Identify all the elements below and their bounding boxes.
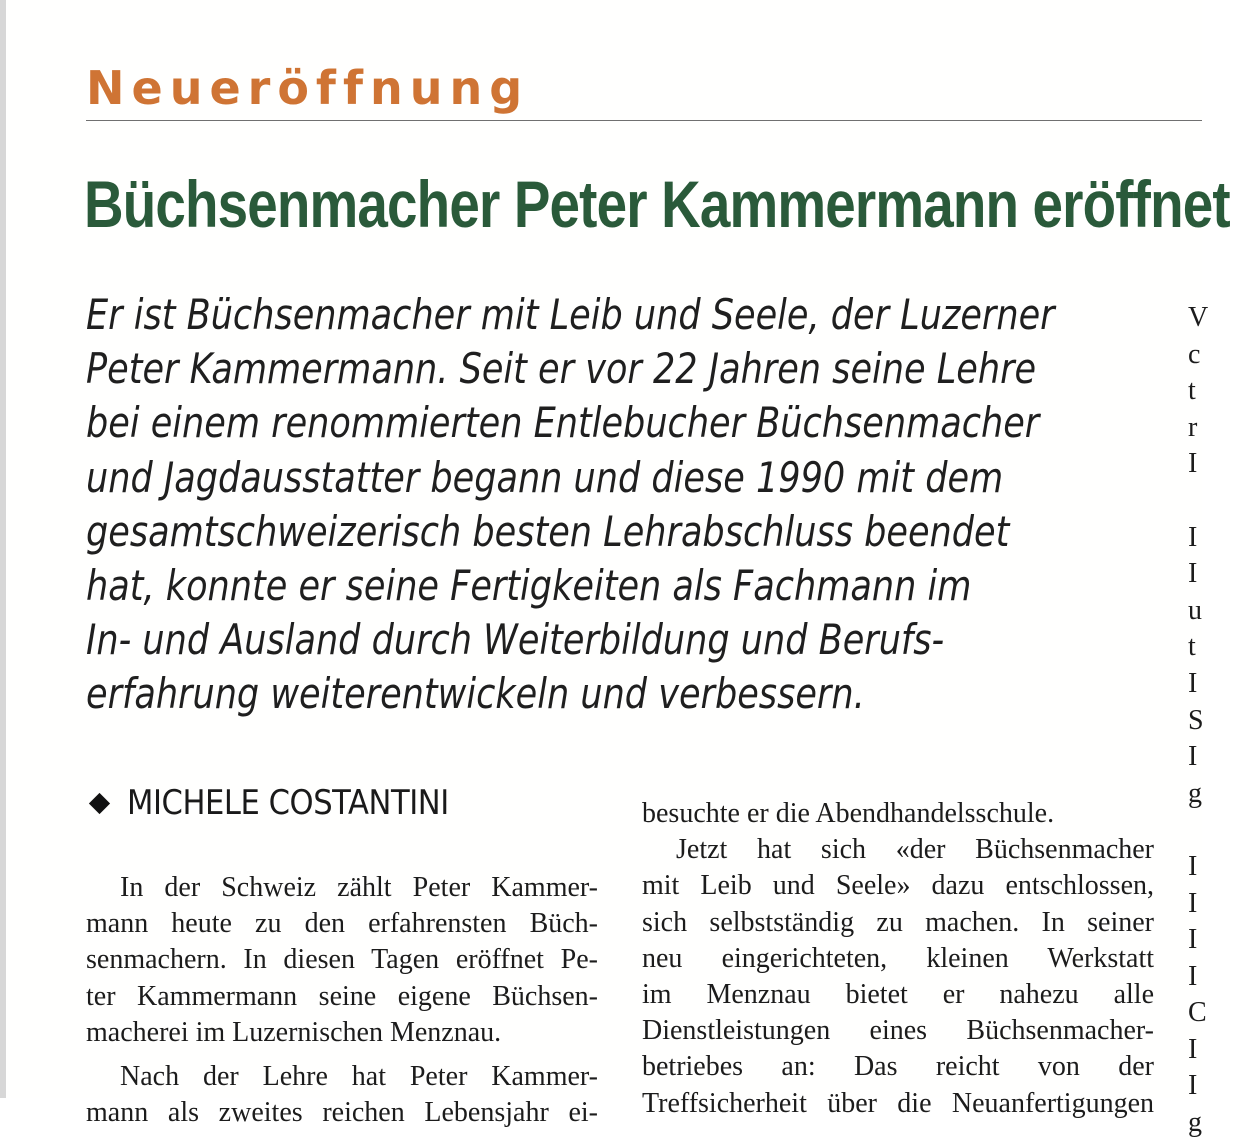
body-line: In der Schweiz zählt Peter Kammer- — [120, 872, 598, 903]
paragraph-gap — [86, 1051, 598, 1059]
body-column-3-clipped — [1188, 300, 1228, 1142]
lead-line: Er ist Büchsenmacher mit Leib und Seele, der Luzerner — [86, 290, 1055, 339]
section-kicker: Neueröffnung — [86, 61, 530, 115]
clipped-line-start: I — [1188, 1033, 1198, 1065]
body-line: Dienstleistungen eines Büchsenmacher- — [642, 1015, 1154, 1047]
clipped-line-start: I — [1188, 960, 1198, 992]
clipped-line-start: r — [1188, 411, 1198, 443]
clipped-line-start: C — [1188, 997, 1207, 1029]
body-column-1 — [86, 870, 598, 1131]
clipped-line-start: I — [1188, 448, 1198, 480]
article-lead — [86, 288, 1246, 722]
body-line: mit Leib und Seele» dazu entschlossen, — [642, 870, 1154, 902]
body-line: macherei im Luzernischen Menznau. — [86, 1016, 502, 1048]
body-line: neu eingerichteten, kleinen Werkstatt — [642, 942, 1154, 974]
clipped-line-start: I — [1188, 850, 1198, 882]
body-line: ter Kammermann seine eigene Büchsen- — [86, 980, 598, 1012]
section-rule — [86, 120, 1202, 121]
body-column-2 — [642, 796, 1154, 1122]
lead-line: Peter Kammermann. Seit er vor 22 Jahren seine Lehre — [86, 344, 1037, 394]
page-edge — [0, 0, 6, 1098]
clipped-line-start: I — [1188, 667, 1198, 699]
clipped-line-start: I — [1188, 887, 1198, 919]
clipped-line-start: I — [1188, 741, 1198, 773]
body-line: mann heute zu den erfahrensten Büch- — [86, 908, 598, 940]
body-line: senmachern. In diesen Tagen eröffnet Pe- — [86, 944, 598, 976]
lead-line: In- und Ausland durch Weiterbildung und Berufs- — [86, 615, 945, 665]
body-line: Treffsicherheit über die Neuanfertigungen — [642, 1087, 1154, 1119]
lead-line: bei einem renommierten Entlebucher Büchsenmacher — [86, 398, 1040, 448]
clipped-line-start: S — [1188, 704, 1204, 736]
clipped-line-start: V — [1188, 302, 1209, 333]
clipped-line-start: t — [1188, 375, 1196, 407]
lead-line: gesamtschweizerisch besten Lehrabschluss beendet — [86, 506, 1010, 556]
clipped-line-start: I — [1188, 1070, 1198, 1102]
byline — [86, 783, 485, 823]
clipped-line-start: c — [1188, 338, 1201, 370]
body-line: Jetzt hat sich «der Büchsenmacher — [676, 834, 1154, 866]
body-line: im Menznau bietet er nahezu alle — [642, 979, 1154, 1011]
clipped-line-start: I — [1188, 924, 1198, 956]
article-headline: Büchsenmacher Peter Kammermann eröffnet — [84, 167, 1230, 241]
clipped-line-start: I — [1188, 521, 1198, 553]
lead-line: hat, konnte er seine Fertigkeiten als Fachmann im — [86, 561, 972, 611]
body-line: betriebes an: Das reicht von der — [642, 1051, 1154, 1083]
lead-line: und Jagdausstatter begann und diese 1990 mit dem — [86, 452, 1004, 502]
body-line: Nach der Lehre hat Peter Kammer- — [120, 1061, 598, 1093]
body-line: mann als zweites reichen Lebensjahr ei- — [86, 1097, 598, 1129]
clipped-line-start — [1188, 483, 1228, 520]
clipped-line-start: t — [1188, 631, 1196, 663]
clipped-line-start: I — [1188, 558, 1198, 590]
diamond-bullet-icon — [89, 792, 110, 813]
clipped-line-start: u — [1188, 594, 1202, 626]
clipped-line-start: g — [1188, 1107, 1202, 1139]
byline-author: MICHELE COSTANTINI — [127, 783, 449, 823]
body-line: besuchte er die Abendhandelsschule. — [642, 798, 1055, 829]
clipped-line-start — [1188, 812, 1228, 849]
lead-line: erfahrung weiterentwickeln und verbessern. — [86, 669, 865, 719]
clipped-line-start: g — [1188, 777, 1202, 809]
body-line: sich selbstständig zu machen. In seiner — [642, 906, 1154, 938]
